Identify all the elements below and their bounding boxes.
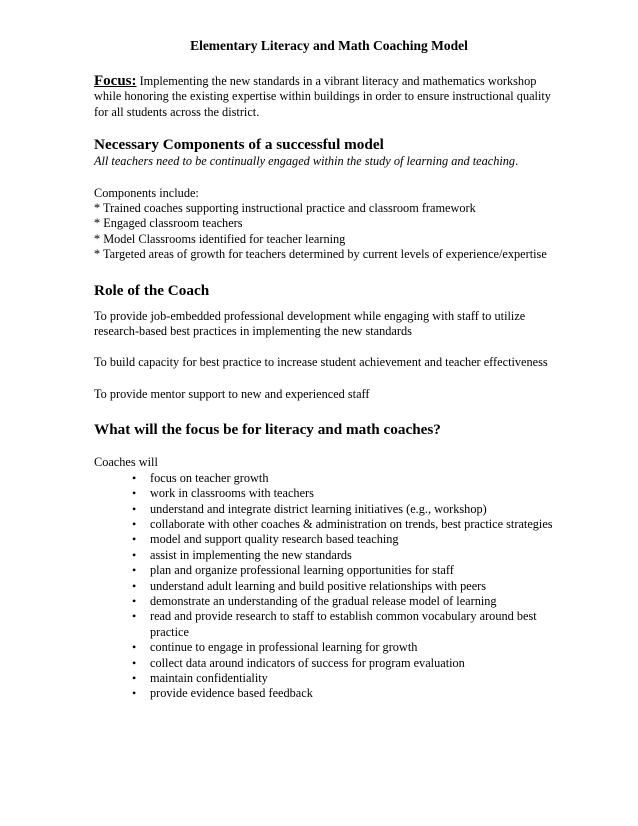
document-title: Elementary Literacy and Math Coaching Model xyxy=(190,38,468,53)
components-subtitle xyxy=(94,154,564,169)
list-item: • read and provide research to staff to establish common vocabulary around best practice xyxy=(132,609,537,639)
list-item: • understand adult learning and build positive relationships with peers xyxy=(132,578,487,593)
focus-paragraph xyxy=(94,74,564,120)
focus-label: Focus: xyxy=(94,73,137,89)
bullet-icon: • xyxy=(132,593,137,608)
bullet-icon: • xyxy=(132,609,137,624)
component-item: * Engaged classroom teachers xyxy=(94,216,243,231)
bullet-icon: • xyxy=(132,670,137,685)
list-item: • collect data around indicators of success for program evaluation xyxy=(132,655,465,670)
list-item: • maintain confidentiality xyxy=(132,670,268,685)
bullet-icon: • xyxy=(132,470,137,485)
bullet-icon: • xyxy=(132,655,137,670)
list-item: • focus on teacher growth xyxy=(132,470,269,485)
bullet-icon: • xyxy=(132,563,137,578)
coaches-focus-heading: What will the focus be for literacy and math coaches? xyxy=(94,421,441,439)
list-item: • collaborate with other coaches & administration on trends, best practice strategies xyxy=(132,516,553,531)
bullet-icon: • xyxy=(132,640,137,655)
role-heading: Role of the Coach xyxy=(94,281,210,299)
list-item: • demonstrate an understanding of the gradual release model of learning xyxy=(132,593,497,608)
bullet-icon: • xyxy=(132,532,137,547)
list-item: • continue to engage in professional learning for growth xyxy=(132,640,418,655)
document-page xyxy=(94,37,564,702)
list-item: • assist in implementing the new standards xyxy=(132,547,352,562)
list-item: • plan and organize professional learning opportunities for staff xyxy=(132,563,454,578)
list-item: • work in classrooms with teachers xyxy=(132,486,314,501)
component-item: * Targeted areas of growth for teachers determined by current levels of experience/expertise xyxy=(94,247,547,262)
components-intro: Components include: xyxy=(94,185,199,200)
list-item: • model and support quality research based teaching xyxy=(132,532,399,547)
components-list xyxy=(94,201,564,263)
focus-text: Implementing the new standards in a vibrant literacy and mathematics workshop while honoring the existing expertise within buildings in order to ensure instructional quality for all students across the district. xyxy=(94,74,551,119)
list-item: • provide evidence based feedback xyxy=(132,686,313,701)
role-paragraph: To provide mentor support to new and experienced staff xyxy=(94,386,370,401)
components-subtitle-text: All teachers need to be continually engaged within the study of learning and teaching xyxy=(94,154,516,169)
component-item: * Trained coaches supporting instructional practice and classroom framework xyxy=(94,201,476,216)
bullet-icon: • xyxy=(132,486,137,501)
bullet-icon: • xyxy=(132,547,137,562)
components-subtitle-end: . xyxy=(515,154,519,169)
role-paragraph: To provide job-embedded professional development while engaging with staff to utilize research-based best practices in implementing the new standards xyxy=(94,308,526,339)
list-item: • understand and integrate district learning initiatives (e.g., workshop) xyxy=(132,501,487,516)
coaches-intro: Coaches will xyxy=(94,455,158,470)
component-item: * Model Classrooms identified for teacher learning xyxy=(94,231,346,246)
role-paragraph: To build capacity for best practice to increase student achievement and teacher effectiveness xyxy=(94,355,548,370)
bullet-icon: • xyxy=(132,686,137,701)
bullet-icon: • xyxy=(132,516,137,531)
bullet-icon: • xyxy=(132,578,137,593)
bullet-icon: • xyxy=(132,501,137,516)
components-heading: Necessary Components of a successful model xyxy=(94,136,384,154)
coaches-bullet-list xyxy=(94,471,564,702)
